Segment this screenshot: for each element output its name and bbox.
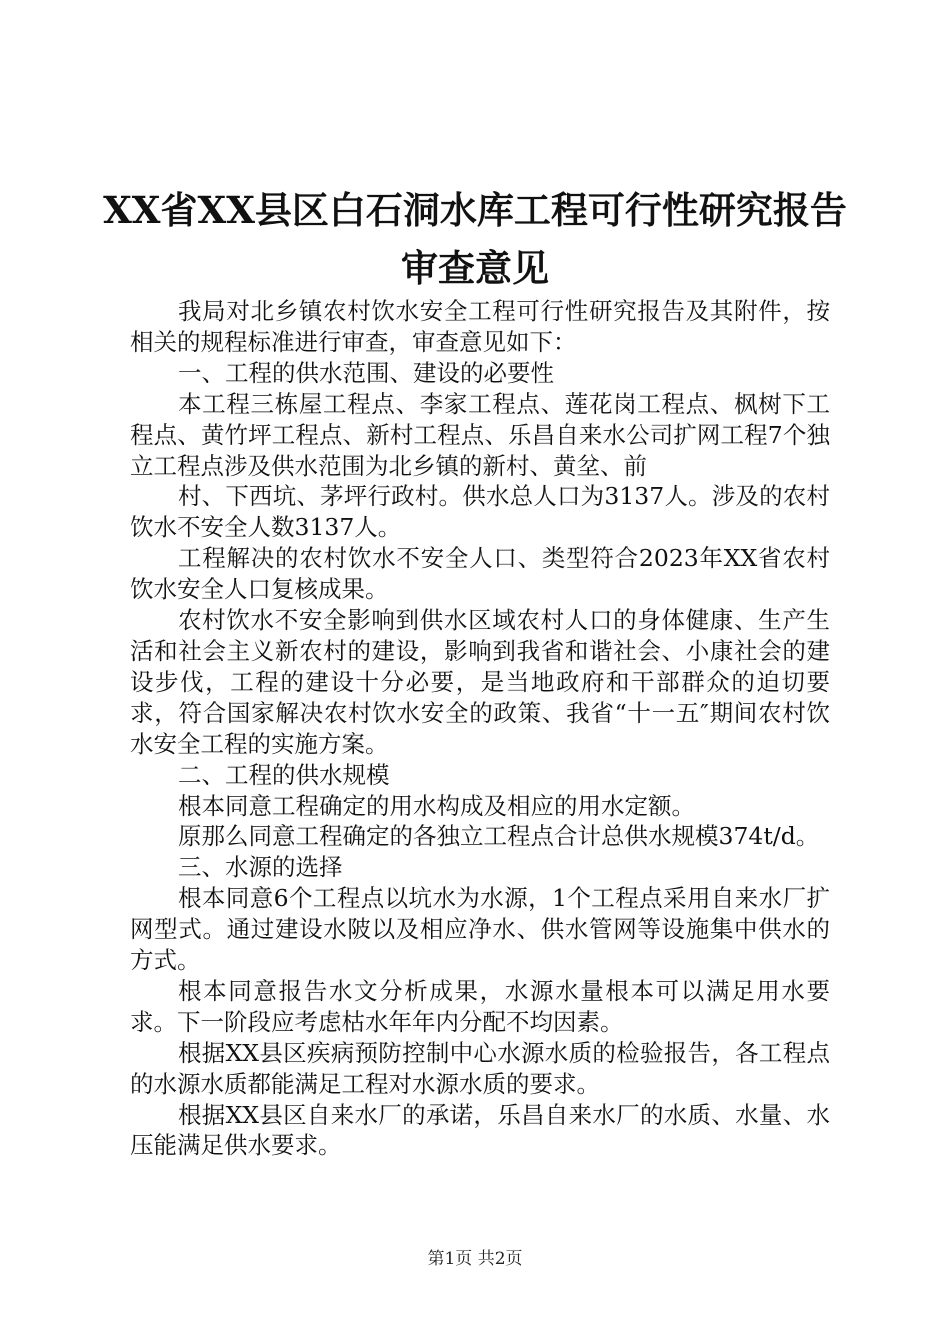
- paragraph-quality: 根据XX县区疾病预防控制中心水源水质的检验报告，各工程点的水源水质都能满足工程对水源水质的要求。: [130, 1038, 830, 1098]
- document-title-line1: XX省XX县区白石洞水库工程可行性研究报告: [103, 188, 847, 232]
- paragraph-scope: 本工程三栋屋工程点、李家工程点、莲花岗工程点、枫树下工程点、黄竹坪工程点、新村工程点、乐昌自来水公司扩网工程7个独立工程点涉及供水范围为北乡镇的新村、黄坌、前: [130, 389, 830, 480]
- paragraph-waterworks: 根据XX县区自来水厂的承诺，乐昌自来水厂的水质、水量、水压能满足供水要求。: [130, 1100, 830, 1160]
- section-heading-1: 一、工程的供水范围、建设的必要性: [178, 358, 554, 387]
- paragraph-intro: 我局对北乡镇农村饮水安全工程可行性研究报告及其附件，按相关的规程标准进行审查，审查意见如下：: [130, 297, 830, 356]
- document-body: [130, 296, 830, 1161]
- paragraph-necessity: 农村饮水不安全影响到供水区域农村人口的身体健康、生产生活和社会主义新农村的建设，影响到我省和谐社会、小康社会的建设步伐，工程的建设十分必要，是当地政府和干部群众的迫切要求，符合国家解决农村饮水安全的政策、我省“十一五″期间农村饮水安全工程的实施方案。: [130, 606, 830, 758]
- section-heading-3: 三、水源的选择: [178, 853, 343, 882]
- section-heading-2: 二、工程的供水规模: [178, 760, 390, 789]
- paragraph-quota: 根本同意工程确定的用水构成及相应的用水定额。: [178, 791, 695, 820]
- paragraph-types: 工程解决的农村饮水不安全人口、类型符合2023年XX省农村饮水安全人口复核成果。: [130, 544, 830, 604]
- paragraph-population: 村、下西坑、茅坪行政村。供水总人口为3137人。涉及的农村饮水不安全人数3137人。: [130, 482, 830, 542]
- paragraph-hydrology: 根本同意报告水文分析成果，水源水量根本可以满足用水要求。下一阶段应考虑枯水年年内分配不均因素。: [130, 976, 830, 1036]
- document-title-line2: 审查意见: [401, 246, 549, 290]
- page-footer: 第1页 共2页: [427, 1249, 523, 1269]
- paragraph-source: 根本同意6个工程点以坑水为水源，1个工程点采用自来水厂扩网型式。通过建设水陂以及相应净水、供水管网等设施集中供水的方式。: [130, 884, 830, 975]
- paragraph-scale: 原那么同意工程确定的各独立工程点合计总供水规模374t/d。: [178, 822, 820, 851]
